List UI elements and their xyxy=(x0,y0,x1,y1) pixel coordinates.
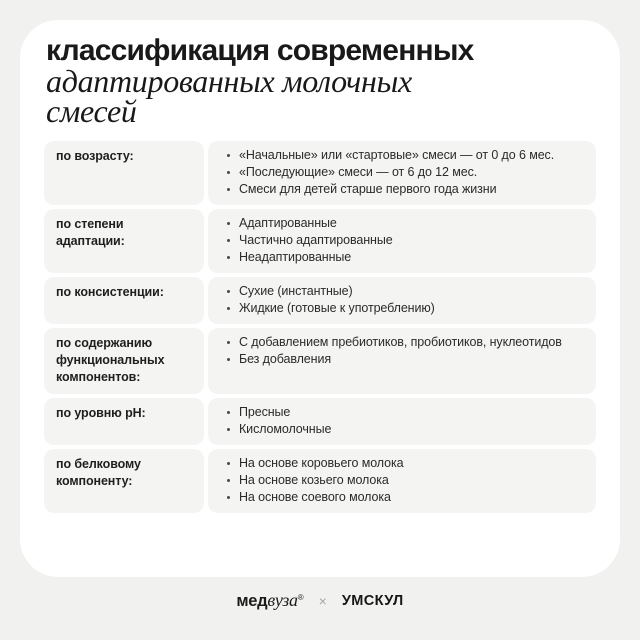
row-content xyxy=(208,277,596,324)
bullet-icon xyxy=(227,307,230,310)
bullet-icon xyxy=(227,428,230,431)
table-row xyxy=(44,277,596,324)
list-item xyxy=(218,181,584,198)
list-item-text: Неадаптированные xyxy=(239,250,352,264)
list-item-text: Кисломолочные xyxy=(239,422,332,436)
list-item-text: Сухие (инстантные) xyxy=(239,284,353,298)
list-item xyxy=(218,283,584,300)
list-item xyxy=(218,249,584,266)
list-item xyxy=(218,147,584,164)
medvuza-logo-serif-part: вуза xyxy=(267,590,298,610)
title-line-serif-2: смесей xyxy=(46,93,137,129)
list-item xyxy=(218,300,584,317)
list-item xyxy=(218,404,584,421)
bullet-icon xyxy=(227,358,230,361)
list-item xyxy=(218,351,584,368)
table-row xyxy=(44,328,596,394)
bullet-icon xyxy=(227,496,230,499)
list-item xyxy=(218,455,584,472)
list-item-text: Частично адаптированные xyxy=(239,233,393,247)
list-item xyxy=(218,232,584,249)
bullet-icon xyxy=(227,341,230,344)
medvuza-logo-sans-part: мед xyxy=(236,592,268,610)
bullet-list xyxy=(218,455,584,506)
table-row xyxy=(44,398,596,445)
table-row xyxy=(44,141,596,205)
list-item xyxy=(218,334,584,351)
bullet-icon xyxy=(227,222,230,225)
row-label: по содержанию функциональных компонентов: xyxy=(44,328,204,394)
list-item-text: «Последующие» смеси — от 6 до 12 мес. xyxy=(239,165,478,179)
row-label: по консистенции: xyxy=(44,277,204,324)
list-item-text: С добавлением пребиотиков, пробиотиков, нуклеотидов xyxy=(239,335,562,349)
list-item-text: Смеси для детей старше первого года жизни xyxy=(239,182,497,196)
list-item-text: На основе соевого молока xyxy=(239,490,391,504)
bullet-icon xyxy=(227,154,230,157)
page-title xyxy=(46,34,596,129)
list-item xyxy=(218,164,584,181)
row-content xyxy=(208,328,596,394)
medvuza-logo xyxy=(236,590,303,611)
table-row xyxy=(44,209,596,273)
title-line-serif-1: адаптированных молочных xyxy=(46,63,412,99)
bullet-list xyxy=(218,283,584,317)
row-label: по уровню pH: xyxy=(44,398,204,445)
table-row xyxy=(44,449,596,513)
row-content xyxy=(208,209,596,273)
list-item-text: Адаптированные xyxy=(239,216,337,230)
bullet-icon xyxy=(227,411,230,414)
footer-brands xyxy=(0,590,640,611)
list-item-text: Пресные xyxy=(239,405,291,419)
list-item-text: На основе коровьего молока xyxy=(239,456,404,470)
row-label: по белковому компоненту: xyxy=(44,449,204,513)
list-item xyxy=(218,215,584,232)
bullet-icon xyxy=(227,256,230,259)
list-item-text: Без добавления xyxy=(239,352,332,366)
bullet-icon xyxy=(227,171,230,174)
bullet-icon xyxy=(227,462,230,465)
row-label: по возрасту: xyxy=(44,141,204,205)
list-item xyxy=(218,489,584,506)
list-item xyxy=(218,421,584,438)
umskul-logo: УМСКУЛ xyxy=(341,592,404,609)
cross-separator-icon: × xyxy=(318,592,327,609)
bullet-list xyxy=(218,404,584,438)
row-label: по степени адаптации: xyxy=(44,209,204,273)
bullet-list xyxy=(218,215,584,266)
bullet-icon xyxy=(227,239,230,242)
bullet-icon xyxy=(227,188,230,191)
list-item-text: На основе козьего молока xyxy=(239,473,389,487)
list-item-text: «Начальные» или «стартовые» смеси — от 0 до 6 мес. xyxy=(239,148,555,162)
bullet-list xyxy=(218,334,584,368)
row-content xyxy=(208,141,596,205)
bullet-icon xyxy=(227,290,230,293)
classification-table xyxy=(44,141,596,513)
title-line-sans: классификация современных xyxy=(46,34,474,67)
list-item-text: Жидкие (готовые к употреблению) xyxy=(239,301,435,315)
registered-trademark-icon: ® xyxy=(297,593,304,602)
row-content xyxy=(208,449,596,513)
bullet-list xyxy=(218,147,584,198)
row-content xyxy=(208,398,596,445)
content-card xyxy=(20,20,620,577)
bullet-icon xyxy=(227,479,230,482)
list-item xyxy=(218,472,584,489)
